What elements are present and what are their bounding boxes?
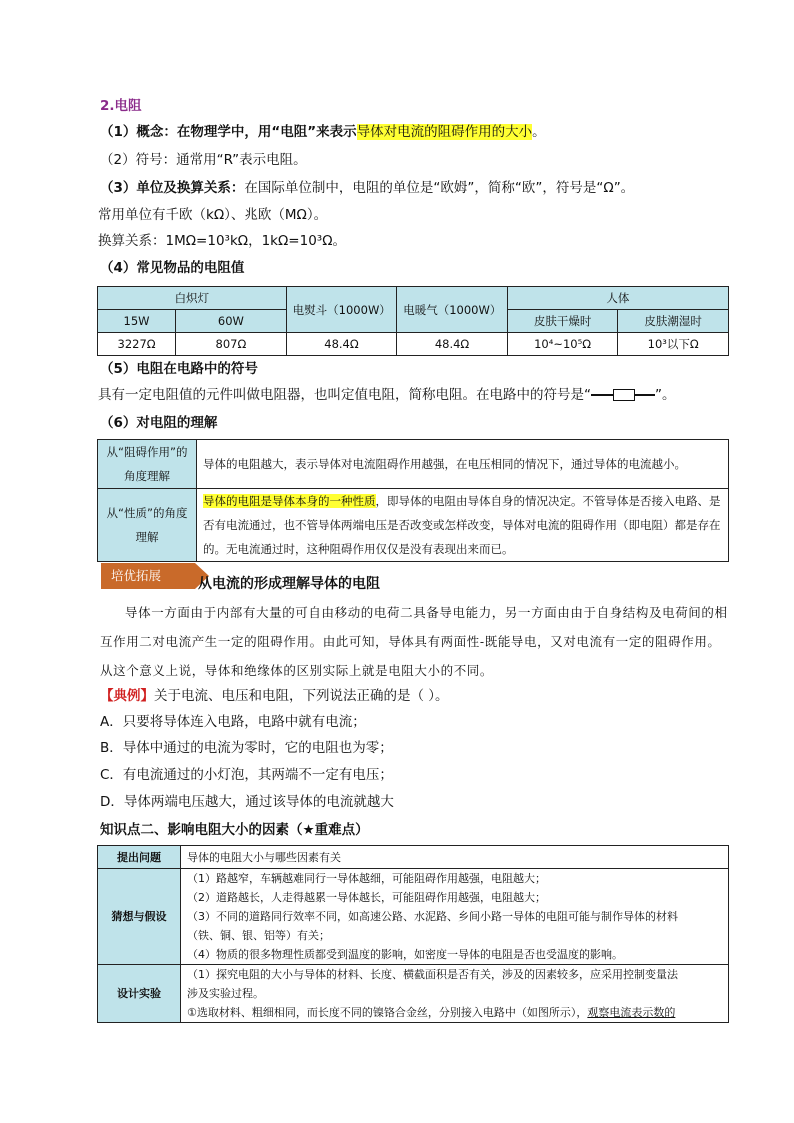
example-tag: 【典例】: [100, 688, 154, 704]
design-line: 涉及实验过程。: [187, 987, 264, 1000]
concept-line: [100, 122, 546, 142]
symbol-text-end: ”。: [655, 387, 676, 403]
section-heading: 2.电阻: [100, 98, 142, 114]
common-units-line: 常用单位有千欧（kΩ）、兆欧（MΩ）。: [98, 207, 328, 223]
understand-text-1: 导体的电阻越大，表示导体对电流阻碍作用越强，在电压相同的情况下，通过导体的电流越小。: [197, 440, 729, 489]
symbol-text: 具有一定电阻值的元件叫做电阻器，也叫定值电阻，简称电阻。在电路中的符号是“: [98, 387, 591, 403]
extension-paragraph: 导体一方面由于内部有大量的可自由移动的电荷二具备导电能力，另一方面由由于自身结构及电荷间的相互作用二对电流产生一定的阻碍作用。由此可知，导体具有两面性-既能导电，又对电流有一定的阻碍作用。从这个意义上说，导体和绝缘体的区别实际上就是电阻大小的不同。: [100, 605, 728, 678]
hypothesis-line: （3）不同的道路同行效率不同，如高速公路、水泥路、乡间小路一导体的电阻可能与制作导体的材料: [187, 910, 678, 923]
option-b: B．导体中通过的电流为零时，它的电阻也为零；: [100, 740, 393, 756]
concept-label: （1）概念：在物理学中，用“电阻”来表示: [100, 124, 357, 140]
question-text: 导体的电阻大小与哪些因素有关: [181, 846, 729, 869]
header-iron: 电熨斗（1000W）: [286, 287, 397, 333]
understand-title: （6）对电阻的理解: [100, 415, 218, 431]
header-body-dry: 皮肤干燥时: [507, 310, 618, 333]
concept-end: 。: [532, 124, 546, 140]
hypothesis-line: （铁、铜、银、铝等）有关；: [187, 929, 330, 942]
table-cell: 10³以下Ω: [618, 333, 729, 356]
table-cell: 807Ω: [176, 333, 287, 356]
option-c: C．有电流通过的小灯泡，其两端不一定有电压；: [100, 767, 393, 783]
table-cell: 48.4Ω: [397, 333, 508, 356]
unit-label: （3）单位及换算关系：: [100, 180, 245, 196]
example-question: 关于电流、电压和电阻，下列说法正确的是（ ）。: [154, 688, 449, 704]
table-cell: 48.4Ω: [286, 333, 397, 356]
design-line: [187, 1003, 722, 1022]
option-a: A．只要将导体连入电路，电路中就有电流；: [100, 714, 366, 730]
extension-title: 从电流的形成理解导体的电阻: [198, 576, 380, 592]
hypothesis-line: （2）道路越长，人走得越累一导体越长，可能阻碍作用越强，电阻越大；: [187, 891, 546, 904]
header-heater: 电暖气（1000W）: [397, 287, 508, 333]
hypothesis-line: （1）路越窄，车辆越难同行一导体越细，可能阻碍作用越强，电阻越大；: [187, 872, 546, 885]
understand-label-2: 从“性质”的角度理解: [98, 489, 197, 562]
design-line: （1）探究电阻的大小与导体的材料、长度、横截面积是否有关，涉及的因素较多，应采用控制变量法: [187, 968, 678, 981]
hypothesis-cell: [181, 869, 729, 965]
header-bulb-15: 15W: [98, 310, 176, 333]
header-bulb-60: 60W: [176, 310, 287, 333]
design-line-text: ①选取材料、粗细相同，而长度不同的镍铬合金丝，分别接入电路中（如图所示），: [187, 1006, 588, 1019]
table-cell: 3227Ω: [98, 333, 176, 356]
property-highlight: 导体的电阻是导体本身的一种性质: [203, 494, 376, 508]
header-body-wet: 皮肤潮湿时: [618, 310, 729, 333]
table-cell: 10⁴~10⁵Ω: [507, 333, 618, 356]
design-underlined: 观察电流表示数的: [587, 1006, 676, 1019]
table-title: （4）常见物品的电阻值: [100, 260, 245, 276]
design-label: 设计实验: [98, 965, 181, 1023]
resistance-table: [97, 286, 729, 356]
header-body: 人体: [507, 287, 728, 310]
inquiry-table: [97, 845, 729, 1023]
design-cell: [181, 965, 729, 1023]
symbol-text-line: [98, 385, 676, 405]
hypothesis-line: （4）物质的很多物理性质都受到温度的影响，如密度一导体的电阻是否也受温度的影响。: [187, 948, 623, 961]
unit-line: [100, 178, 634, 198]
example-line: [100, 686, 449, 706]
conversion-line: 换算关系：1MΩ=10³kΩ，1kΩ=10³Ω。: [98, 233, 347, 249]
understand-label-1: 从“阻碍作用”的角度理解: [98, 440, 197, 489]
header-bulb: 白炽灯: [98, 287, 287, 310]
question-label: 提出问题: [98, 846, 181, 869]
symbol-line: （2）符号：通常用“R”表示电阻。: [100, 152, 307, 168]
property-text: ，即导体的电阻由导体自身的情况决定。不管导体是否接入电路、是否有电流通过，也不管导体两端电压是否改变或怎样改变，导体对电流的阻碍作用（即电阻）都是存在的。无电流通过时，这种阻碍作用仅仅是没有表现出来而已。: [203, 494, 721, 556]
symbol-title: （5）电阻在电路中的符号: [100, 361, 258, 377]
knowledge2-title: 知识点二、影响电阻大小的因素（★重难点）: [100, 822, 369, 838]
unit-text: 在国际单位制中，电阻的单位是“欧姆”，简称“欧”，符号是“Ω”。: [244, 180, 635, 196]
concept-highlight: 导体对电流的阻碍作用的大小: [356, 124, 533, 140]
resistor-symbol-icon: [591, 389, 655, 401]
hypothesis-label: 猜想与假设: [98, 869, 181, 965]
extension-tag: 培优拓展: [101, 563, 195, 589]
option-d: D．导体两端电压越大，通过该导体的电流就越大: [100, 794, 394, 810]
understanding-table: [97, 439, 729, 562]
understand-text-2: [197, 489, 729, 562]
